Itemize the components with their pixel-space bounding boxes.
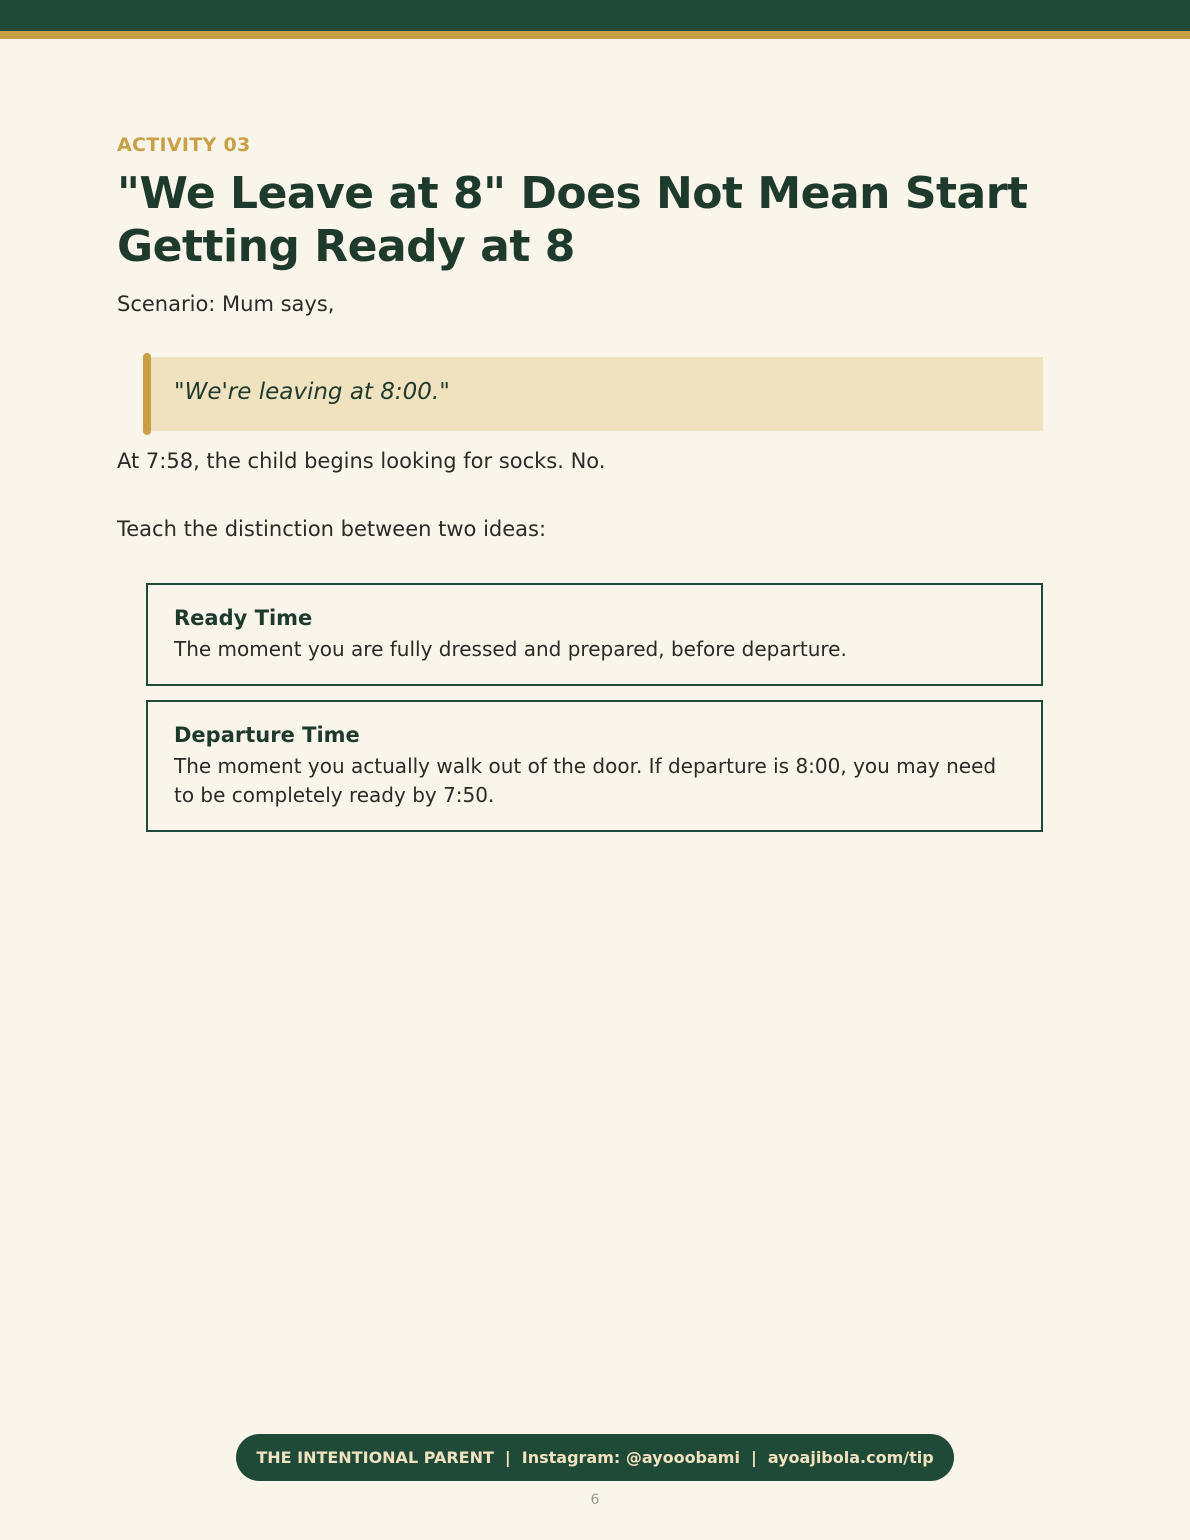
header-stripe <box>0 31 1190 39</box>
quote-block <box>143 357 1043 431</box>
footer-instagram-link[interactable]: Instagram: @ayooobami <box>521 1448 740 1467</box>
footer-separator: | <box>504 1448 511 1467</box>
scenario-intro: Scenario: Mum says, <box>117 292 335 316</box>
activity-content <box>117 130 1043 832</box>
activity-label: ACTIVITY 03 <box>117 134 251 156</box>
page-number: 6 <box>590 1492 600 1508</box>
header-band <box>0 0 1190 31</box>
footer-website-link[interactable]: ayoajibola.com/tip <box>767 1448 934 1467</box>
quote-accent-bar <box>143 353 151 435</box>
definition-box-departure-time <box>146 700 1043 832</box>
definition-box-ready-time <box>146 583 1043 686</box>
footer-separator: | <box>750 1448 757 1467</box>
page-title: "We Leave at 8" Does Not Mean Start Getting Ready at 8 <box>117 168 1028 272</box>
definition-body: The moment you actually walk out of the door. If departure is 8:00, you may need to be completely ready by 7:50. <box>174 754 997 807</box>
definition-title: Departure Time <box>174 723 360 747</box>
teach-paragraph: Teach the distinction between two ideas: <box>117 517 547 541</box>
definition-title: Ready Time <box>174 606 313 630</box>
footer-pill <box>236 1434 954 1481</box>
footer-brand: THE INTENTIONAL PARENT <box>256 1448 494 1467</box>
definition-body: The moment you are fully dressed and prepared, before departure. <box>174 637 847 661</box>
socks-paragraph: At 7:58, the child begins looking for socks. No. <box>117 449 606 473</box>
quote-text: "We're leaving at 8:00." <box>174 379 450 405</box>
